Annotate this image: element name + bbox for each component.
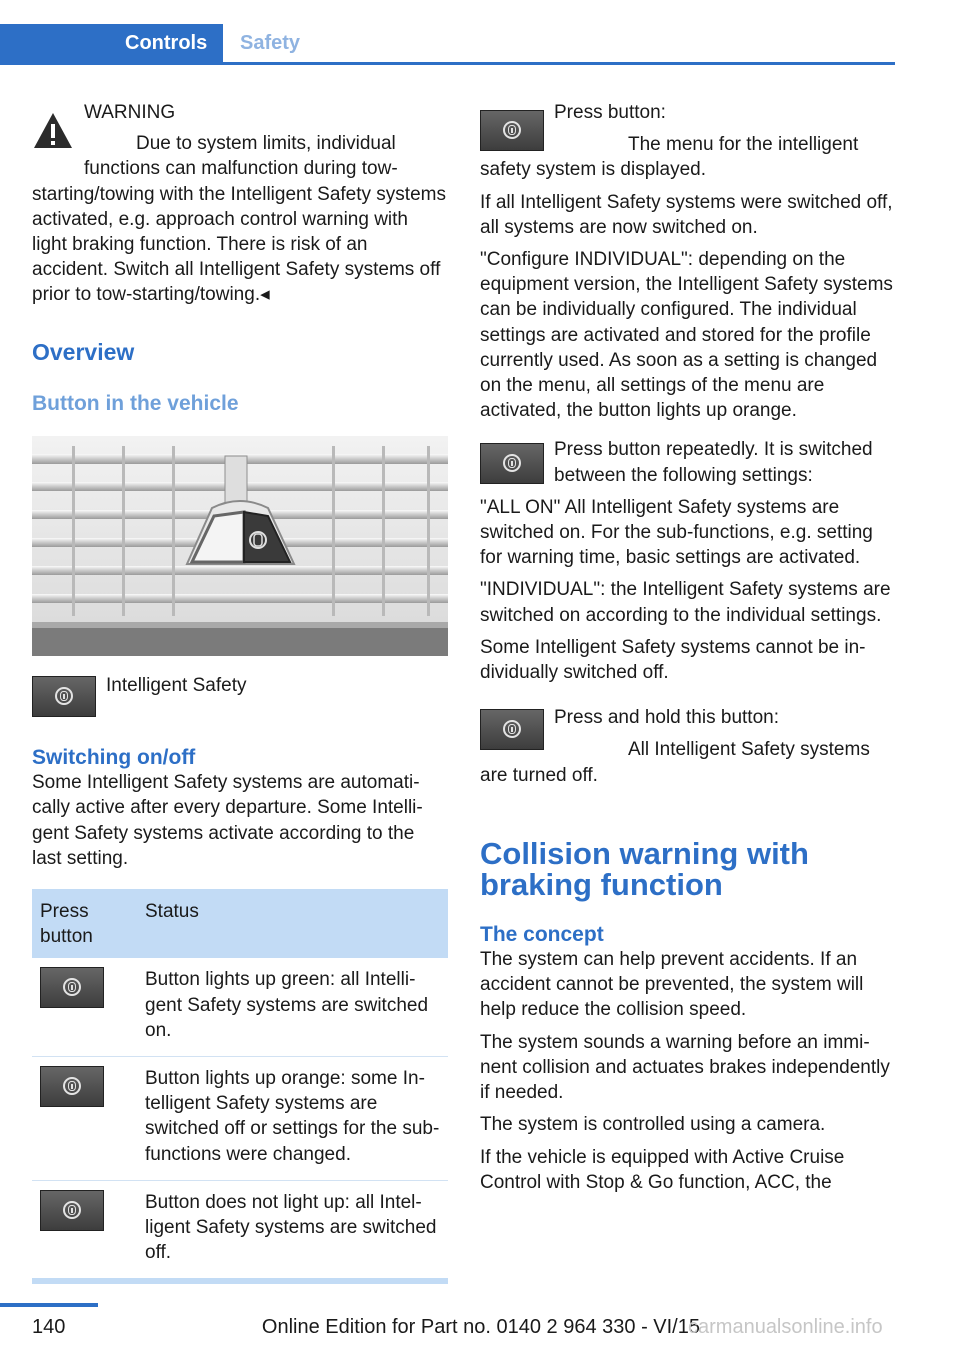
right-column <box>480 100 896 1202</box>
switching-text: Some Intelligent Safety systems are automatically active after every departure. Some Intelligent Safety systems activate according to the last setting. <box>32 772 423 869</box>
tab-safety[interactable]: Safety <box>240 32 301 54</box>
page-number: 140 <box>32 1316 66 1338</box>
status-table <box>32 889 448 1284</box>
footer-divider <box>0 1303 98 1307</box>
header-tab-bar <box>0 24 895 65</box>
intelligent-safety-label: Intelligent Safety <box>106 675 247 697</box>
heading-overview: Overview <box>32 338 135 365</box>
warning-title: WARNING <box>84 102 176 123</box>
paragraph: Some Intelligent Safety systems cannot be individually switched off. <box>480 636 866 684</box>
vehicle-button-photo <box>32 436 448 656</box>
press-hold-heading: Press and hold this button: <box>554 707 779 729</box>
press-repeatedly-icon <box>480 443 544 484</box>
table-row <box>32 1180 448 1281</box>
warning-text: Due to system limits, individual functions can malfunction during tow-starting/towing with the Intelligent Safety systems activated, e.g. approach control warning with light braking function. There is risk of an accident. Switch all Intelligent Safety systems off prior to tow-starting/towing.◂ <box>32 133 446 306</box>
table-row <box>32 958 448 1056</box>
intelligent-safety-icon-row <box>32 670 448 717</box>
paragraph: The system can help prevent accidents. If an accident cannot be prevented, the system will help reduce the collision speed. <box>480 949 864 1021</box>
table-header-press-button: Press button <box>32 889 137 958</box>
button-off-icon <box>40 1190 104 1231</box>
table-header-status: Status <box>137 889 448 958</box>
heading-concept: The concept <box>480 922 604 946</box>
paragraph: If the vehicle is equipped with Active Cruise Control with Stop & Go function, ACC, the <box>480 1146 845 1193</box>
button-green-icon <box>40 967 104 1008</box>
table-cell-status: Button does not light up: all Intelligent Safety systems are switched off. <box>137 1180 448 1281</box>
paragraph: The system is controlled using a camera. <box>480 1114 826 1136</box>
footer-edition: Online Edition for Part no. 0140 2 964 330 - VI/15 <box>261 1316 700 1338</box>
table-cell-status: Button lights up orange: some Intelligent Safety systems are switched off or settings for the sub-functions were changed. <box>137 1057 448 1181</box>
heading-collision-warning: Collision warning with braking function <box>480 835 809 902</box>
table-row <box>32 1057 448 1181</box>
press-repeatedly-text: Press button repeatedly. It is switched between the following settings: <box>554 439 873 486</box>
warning-icon <box>32 110 74 152</box>
heading-switching: Switching on/off <box>32 746 196 770</box>
left-column <box>32 100 448 1284</box>
footer-watermark: carmanualsonline.info <box>688 1316 883 1338</box>
paragraph: "ALL ON" All Intelligent Safety systems are switched on. For the sub-functions, e.g. setting for warning time, basic settings are activated. <box>480 496 873 569</box>
intelligent-safety-button-icon <box>32 676 96 717</box>
paragraph: The system sounds a warning before an imminent collision and actuates brakes independently if needed. <box>480 1031 890 1104</box>
press-button-icon <box>480 110 544 151</box>
press-hold-text: All Intelligent Safety systems are turned off. <box>480 739 870 786</box>
tab-controls[interactable]: Controls <box>0 24 223 62</box>
paragraph: If all Intelligent Safety systems were switched off, all systems are now switched on. <box>480 191 893 238</box>
button-orange-icon <box>40 1066 104 1107</box>
press-hold-icon <box>480 709 544 750</box>
table-cell-status: Button lights up green: all Intelligent Safety systems are switched on. <box>137 958 448 1056</box>
heading-button-in-vehicle: Button in the vehicle <box>32 391 239 415</box>
press-button-text: The menu for the intelligent safety system is displayed. <box>480 134 859 181</box>
table-header-row <box>32 889 448 958</box>
paragraph: "INDIVIDUAL": the Intelligent Safety systems are switched on according to the individual settings. <box>480 579 891 626</box>
press-button-heading: Press button: <box>554 102 666 123</box>
paragraph: "Configure INDIVIDUAL": depending on the equipment version, the Intelligent Safety systems can be individually configured. The individual settings are activated and stored for the profile currently used. As soon as a setting is changed on the menu, all settings of the menu are activated, the button lights up orange. <box>480 249 893 422</box>
